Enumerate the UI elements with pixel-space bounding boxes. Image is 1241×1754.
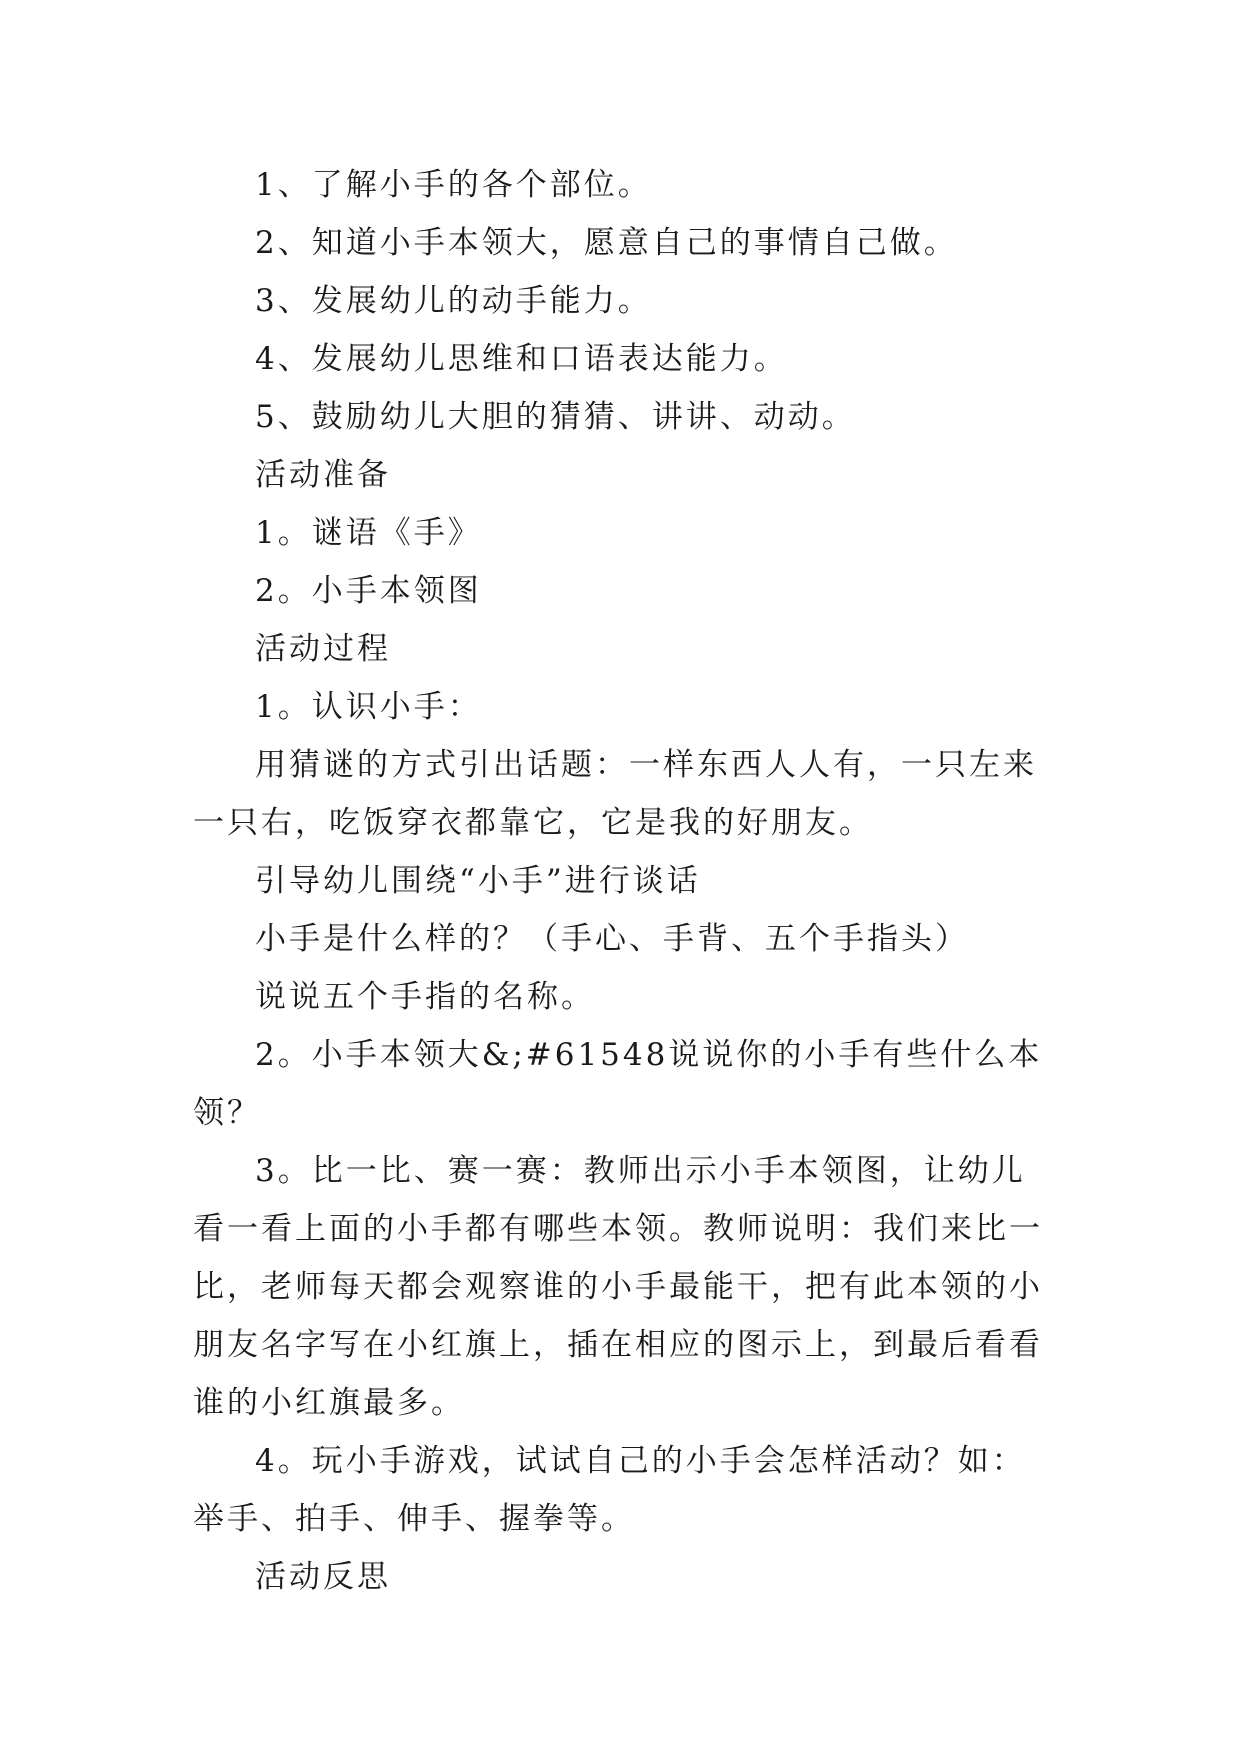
process-paragraph-riddle: 用猜谜的方式引出话题：一样东西人人有，一只左来一只右，吃饭穿衣都靠它，它是我的好朋友。 (193, 747, 1037, 841)
process-step-3: 3。比一比、赛一赛：教师出示小手本领图，让幼儿看一看上面的小手都有哪些本领。教师说明：我们来比一比，老师每天都会观察谁的小手最能干，把有此本领的小朋友名字写在小红旗上，插在相应的图示上，到最后看看谁的小红旗最多。 (193, 1153, 1043, 1421)
process-step-4: 4。玩小手游戏，试试自己的小手会怎样活动？如：举手、拍手、伸手、握拳等。 (193, 1443, 1026, 1537)
goal-item-2: 2、知道小手本领大，愿意自己的事情自己做。 (255, 225, 958, 261)
process-paragraph-fingers: 说说五个手指的名称。 (255, 979, 595, 1015)
preparation-item-1: 1。谜语《手》 (255, 515, 482, 551)
section-heading-process: 活动过程 (255, 631, 391, 667)
section-heading-reflection: 活动反思 (255, 1559, 391, 1595)
process-step-1: 1。认识小手： (255, 689, 482, 725)
goal-item-4: 4、发展幼儿思维和口语表达能力。 (255, 341, 788, 377)
goal-item-5: 5、鼓励幼儿大胆的猜猜、讲讲、动动。 (255, 399, 856, 435)
goal-item-3: 3、发展幼儿的动手能力。 (255, 283, 652, 319)
section-heading-preparation: 活动准备 (255, 457, 391, 493)
document-body (193, 156, 1053, 1606)
process-paragraph-question: 小手是什么样的？（手心、手背、五个手指头） (255, 921, 969, 957)
goal-item-1: 1、了解小手的各个部位。 (255, 167, 652, 203)
process-paragraph-guide: 引导幼儿围绕“小手”进行谈话 (255, 863, 701, 899)
preparation-item-2: 2。小手本领图 (255, 573, 482, 609)
process-step-2: 2。小手本领大&;#61548说说你的小手有些什么本领？ (193, 1037, 1043, 1131)
